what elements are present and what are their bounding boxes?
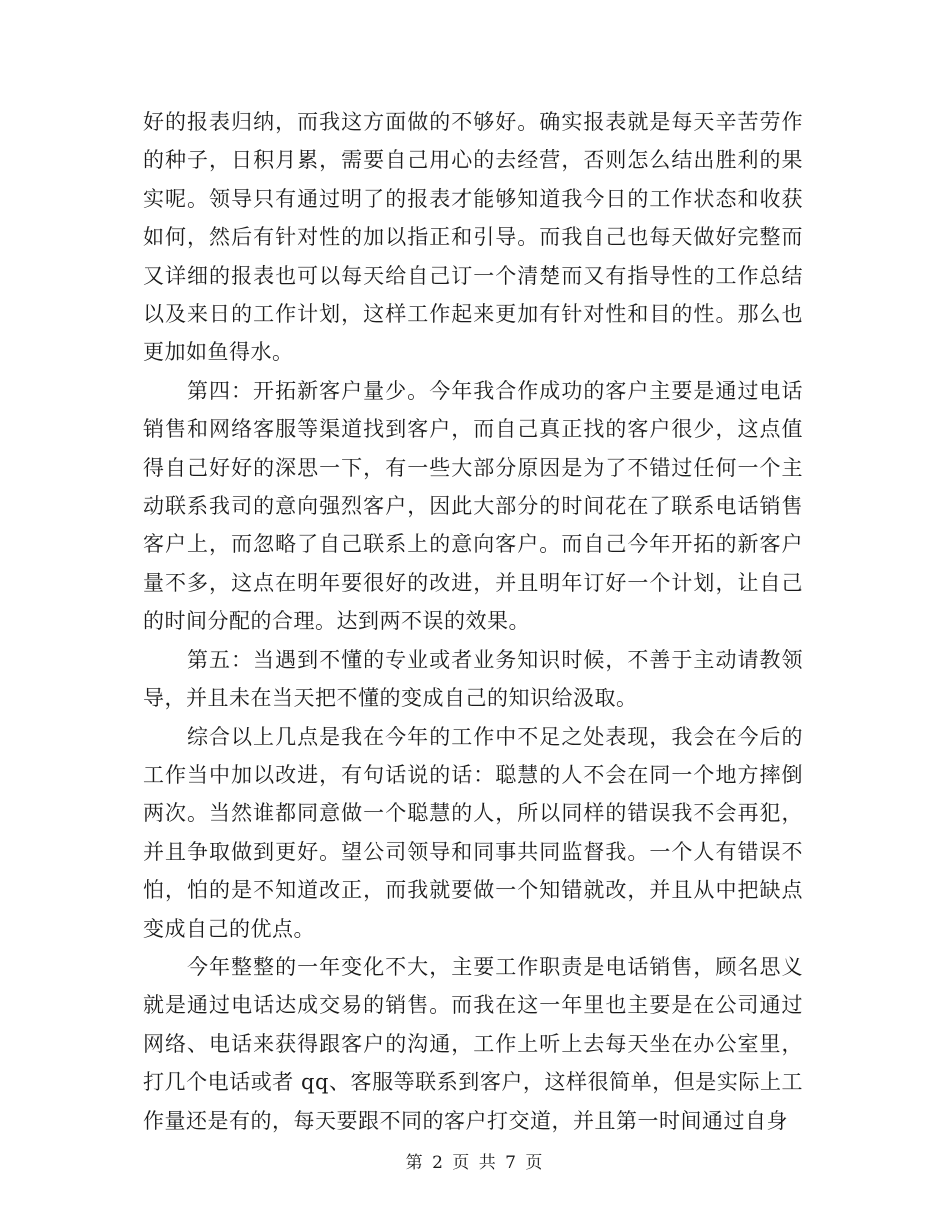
- paragraph-2: 第四：开拓新客户量少。今年我合作成功的客户主要是通过电话销售和网络客服等渠道找到客户，而自己真正找的客户很少，这点值得自己好好的深思一下，有一些大部分原因是为了不错过任何一个主动联系我司的意向强烈客户，因此大部分的时间花在了联系电话销售客户上，而忽略了自己联系上的意向客户。而自己今年开拓的新客户量不多，这点在明年要很好的改进，并且明年订好一个计划，让自己的时间分配的合理。达到两不误的效果。: [143, 378, 803, 634]
- document-body: [143, 103, 803, 1140]
- paragraph-4: 综合以上几点是我在今年的工作中不足之处表现，我会在今后的工作当中加以改进，有句话说的话：聪慧的人不会在同一个地方摔倒两次。当然谁都同意做一个聪慧的人，所以同样的错误我不会再犯，并且争取做到更好。望公司领导和同事共同监督我。一个人有错误不怕，怕的是不知道改正，而我就要做一个知错就改，并且从中把缺点变成自己的优点。: [143, 724, 803, 941]
- paragraph-5: 今年整整的一年变化不大，主要工作职责是电话销售，顾名思义就是通过电话达成交易的销售。而我在这一年里也主要是在公司通过网络、电话来获得跟客户的沟通，工作上听上去每天坐在办公室里，打几个电话或者 qq、客服等联系到客户，这样很简单，但是实际上工作量还是有的，每天要跟不同的客户打交道，并且第一时间通过自身: [143, 954, 803, 1133]
- page-number-footer: 第 2 页 共 7 页: [405, 1153, 545, 1173]
- paragraph-1: 好的报表归纳，而我这方面做的不够好。确实报表就是每天辛苦劳作的种子，日积月累，需要自己用心的去经营，否则怎么结出胜利的果实呢。领导只有通过明了的报表才能够知道我今日的工作状态和收获如何，然后有针对性的加以指正和引导。而我自己也每天做好完整而又详细的报表也可以每天给自己订一个清楚而又有指导性的工作总结以及来日的工作计划，这样工作起来更加有针对性和目的性。那么也更加如鱼得水。: [143, 110, 803, 365]
- paragraph-3: 第五：当遇到不懂的专业或者业务知识时候，不善于主动请教领导，并且未在当天把不懂的变成自己的知识给汲取。: [143, 647, 803, 711]
